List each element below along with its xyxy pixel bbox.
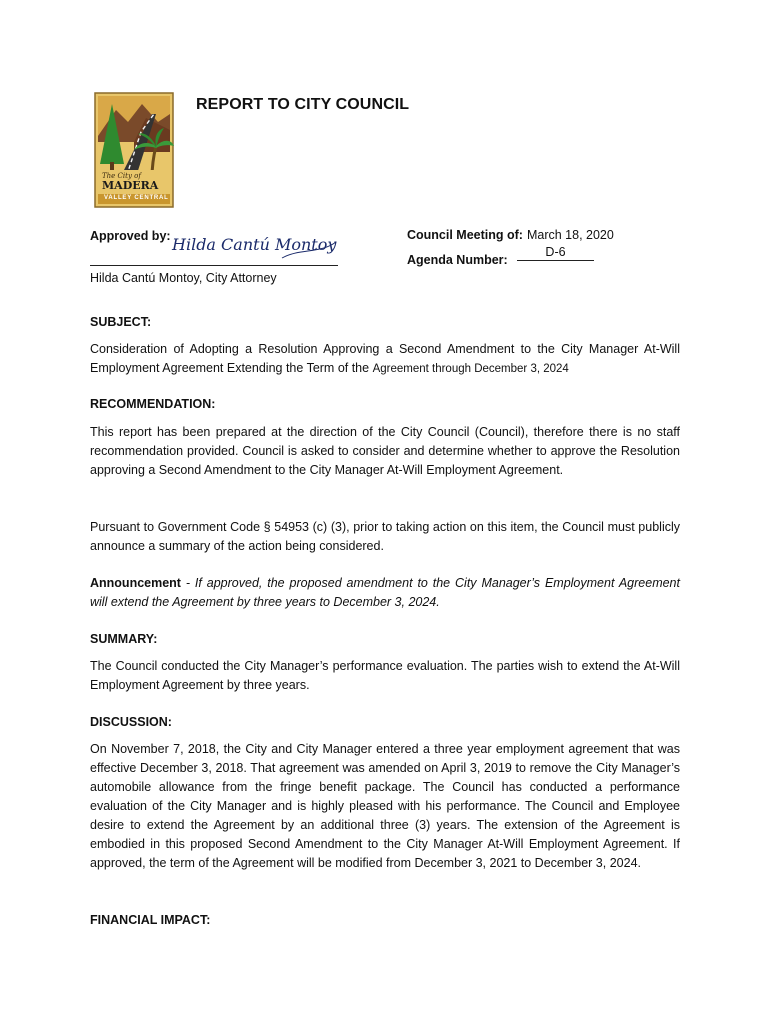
logo-text-line2: MADERA: [102, 179, 159, 192]
discussion-heading: DISCUSSION:: [90, 715, 172, 729]
agenda-number-row: [407, 245, 566, 267]
recommendation-paragraph-1: This report has been prepared at the direction of the City Council (Council), therefore there is no staff recommendation provided. Council is asked to consider and determine whether to approve the Resolution approving a Second Amendment to the City Manager At-Will Employment Agreement.: [90, 425, 680, 477]
announcement-label: Announcement: [90, 576, 181, 590]
summary-text: The Council conducted the City Manager’s performance evaluation. The parties wish to extend the At-Will Employment Agreement by three years.: [90, 659, 680, 692]
signer-name: Hilda Cantú Montoy, City Attorney: [90, 271, 277, 285]
signature: [170, 228, 340, 264]
logo-text-line1: The City of: [102, 172, 141, 180]
council-meeting-label: Council Meeting of:: [407, 228, 523, 242]
recommendation-paragraph-2: Pursuant to Government Code § 54953 (c) (3), prior to taking action on this item, the Council must publicly announce a summary of the action being considered.: [90, 520, 680, 553]
discussion-text: On November 7, 2018, the City and City Manager entered a three year employment agreement that was effective December 3, 2018. That agreement was amended on April 3, 2019 to remove the City Manager’s automobile allowance from the fringe benefit package. The Council has conducted a performance evaluation of the City Manager and is highly pleased with his performance. The Council and Employee desire to extend the Agreement by an additional three (3) years. The extension of the Agreement is embodied in this proposed Second Amendment to the City Manager At-Will Employment Agreement. If approved, the term of the Agreement will be modified from December 3, 2021 to December 3, 2024.: [90, 742, 680, 870]
financial-impact-heading: FINANCIAL IMPACT:: [90, 913, 211, 927]
page-title: REPORT TO CITY COUNCIL: [196, 96, 410, 113]
summary-heading: SUMMARY:: [90, 632, 158, 646]
announcement-paragraph: [90, 574, 680, 612]
subject-text-small: Agreement through December 3, 2024: [372, 363, 569, 375]
subject-text: [90, 340, 680, 379]
council-meeting-row: [407, 228, 614, 242]
subject-text-main: Consideration of Adopting a Resolution Approving a Second Amendment to the City Manager At-Will Employment Agreement Extending the Term of the: [90, 342, 680, 375]
svg-text:Hilda Cantú Montoy: Hilda Cantú Montoy: [172, 235, 337, 254]
recommendation-heading: RECOMMENDATION:: [90, 397, 216, 411]
signature-line: [90, 265, 338, 266]
council-meeting-date: March 18, 2020: [526, 228, 614, 242]
agenda-number-label: Agenda Number:: [407, 253, 508, 267]
approved-by-label: Approved by:: [90, 229, 171, 243]
city-of-madera-logo: [94, 92, 174, 208]
announcement-text: - If approved, the proposed amendment to the City Manager’s Employment Agreement will extend the Agreement by three years to December 3, 2024.: [90, 576, 680, 609]
subject-heading: SUBJECT:: [90, 315, 152, 329]
logo-text-line3: VALLEY CENTRAL: [104, 195, 169, 201]
agenda-number-value: D-6: [517, 245, 594, 261]
